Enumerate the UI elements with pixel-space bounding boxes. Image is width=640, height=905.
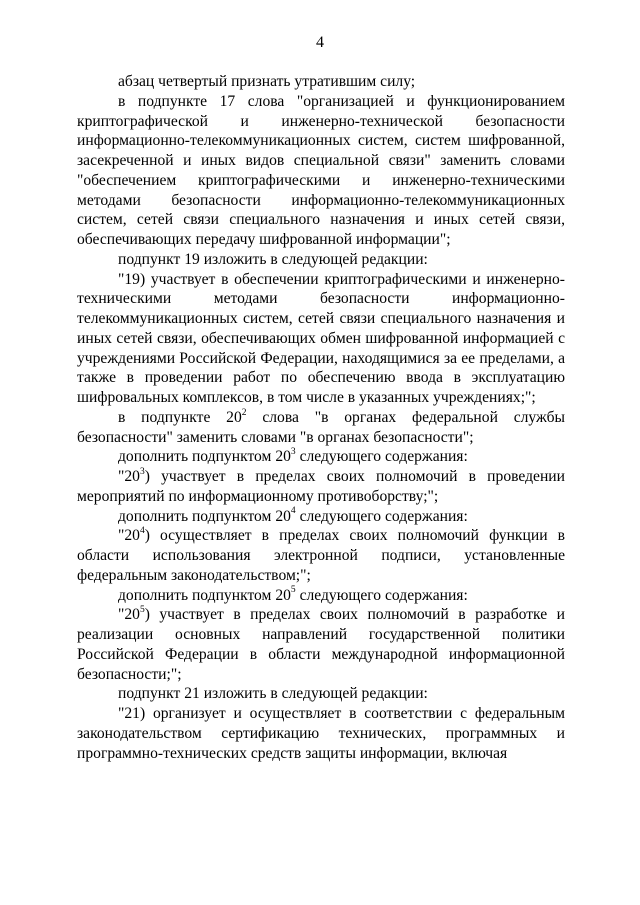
paragraph-7 [77, 467, 565, 507]
paragraph-9-superscript: 4 [139, 526, 145, 537]
paragraph-8-before: дополнить подпунктом 20 [118, 507, 291, 525]
paragraph-1: абзац четвертый признать утратившим силу; [118, 73, 416, 90]
paragraph-5-after: слова "в органах федеральной службы безопасности" заменить словами "в органах безопасности"; [77, 408, 565, 446]
paragraph-9-before: "20 [118, 527, 140, 545]
paragraph-5-superscript: 2 [241, 407, 247, 418]
paragraph-6-before: дополнить подпунктом 20 [118, 448, 291, 466]
paragraph-7-before: "20 [118, 468, 140, 485]
paragraph-10 [77, 586, 565, 606]
document-body [77, 72, 565, 763]
paragraph-11-superscript: 5 [139, 605, 145, 616]
paragraph-11-after: ) участвует в пределах своих полномочий в разработке и реализации основных направлений государственной политики Российской Федерации в области международной информационной безопасности;"; [77, 606, 565, 683]
paragraph-8 [77, 507, 565, 527]
paragraph-8-after: следующего содержания: [295, 507, 468, 525]
paragraph-6-after: следующего содержания: [295, 448, 468, 466]
paragraph-10-before: дополнить подпунктом 20 [118, 586, 291, 604]
paragraph-11 [77, 605, 565, 684]
paragraph-9 [77, 526, 565, 585]
paragraph-3: подпункт 19 изложить в следующей редакции: [118, 250, 428, 268]
paragraph-6 [77, 447, 565, 467]
paragraph-13: "21) организует и осуществляет в соответствии с федеральным законодательством сертификацию технических, программных и программно-технических средств защиты информации, включая [77, 705, 565, 762]
paragraph-2: в подпункте 17 слова "организацией и функционированием криптографической и инженерно-технической безопасности информационно-телекоммуникационных систем, систем шифрованной, засекреченной и иных видов специальной связи" заменить словами "обеспечением криптографическими и инженерно-техническими методами безопасности информационно-телекоммуникационных систем, сетей связи специального назначения и иных сетей связи, обеспечивающих передачу шифрованной информации"; [77, 92, 565, 248]
paragraph-6-superscript: 3 [290, 447, 296, 458]
paragraph-5 [77, 408, 565, 448]
paragraph-9-after: ) осуществляет в пределах своих полномочий функции в области использования электронной подписи, установленные федеральным законодательством;"; [77, 527, 565, 584]
paragraph-7-after: ) участвует в пределах своих полномочий в проведении мероприятий по информационному противоборству;"; [77, 468, 565, 505]
paragraph-10-superscript: 5 [290, 585, 296, 596]
paragraph-8-superscript: 4 [290, 506, 296, 517]
paragraph-12: подпункт 21 изложить в следующей редакции: [118, 685, 428, 703]
paragraph-10-after: следующего содержания: [295, 586, 468, 604]
paragraph-4: "19) участвует в обеспечении криптографическими и инженерно-техническими методами безопасности информационно-телекоммуникационных систем, сетей связи специального назначения и иных сетей связи, обеспечивающих обмен шифрованной информацией с учреждениями Российской Федерации, находящимися за ее пределами, а также в проведении работ по обеспечению ввода в эксплуатацию шифровальных комплексов, в том числе в указанных учреждениях;"; [77, 270, 565, 406]
paragraph-5-before: в подпункте 20 [118, 408, 242, 426]
page-number: 4 [316, 34, 324, 51]
paragraph-7-superscript: 3 [139, 466, 145, 477]
paragraph-11-before: "20 [118, 606, 140, 624]
